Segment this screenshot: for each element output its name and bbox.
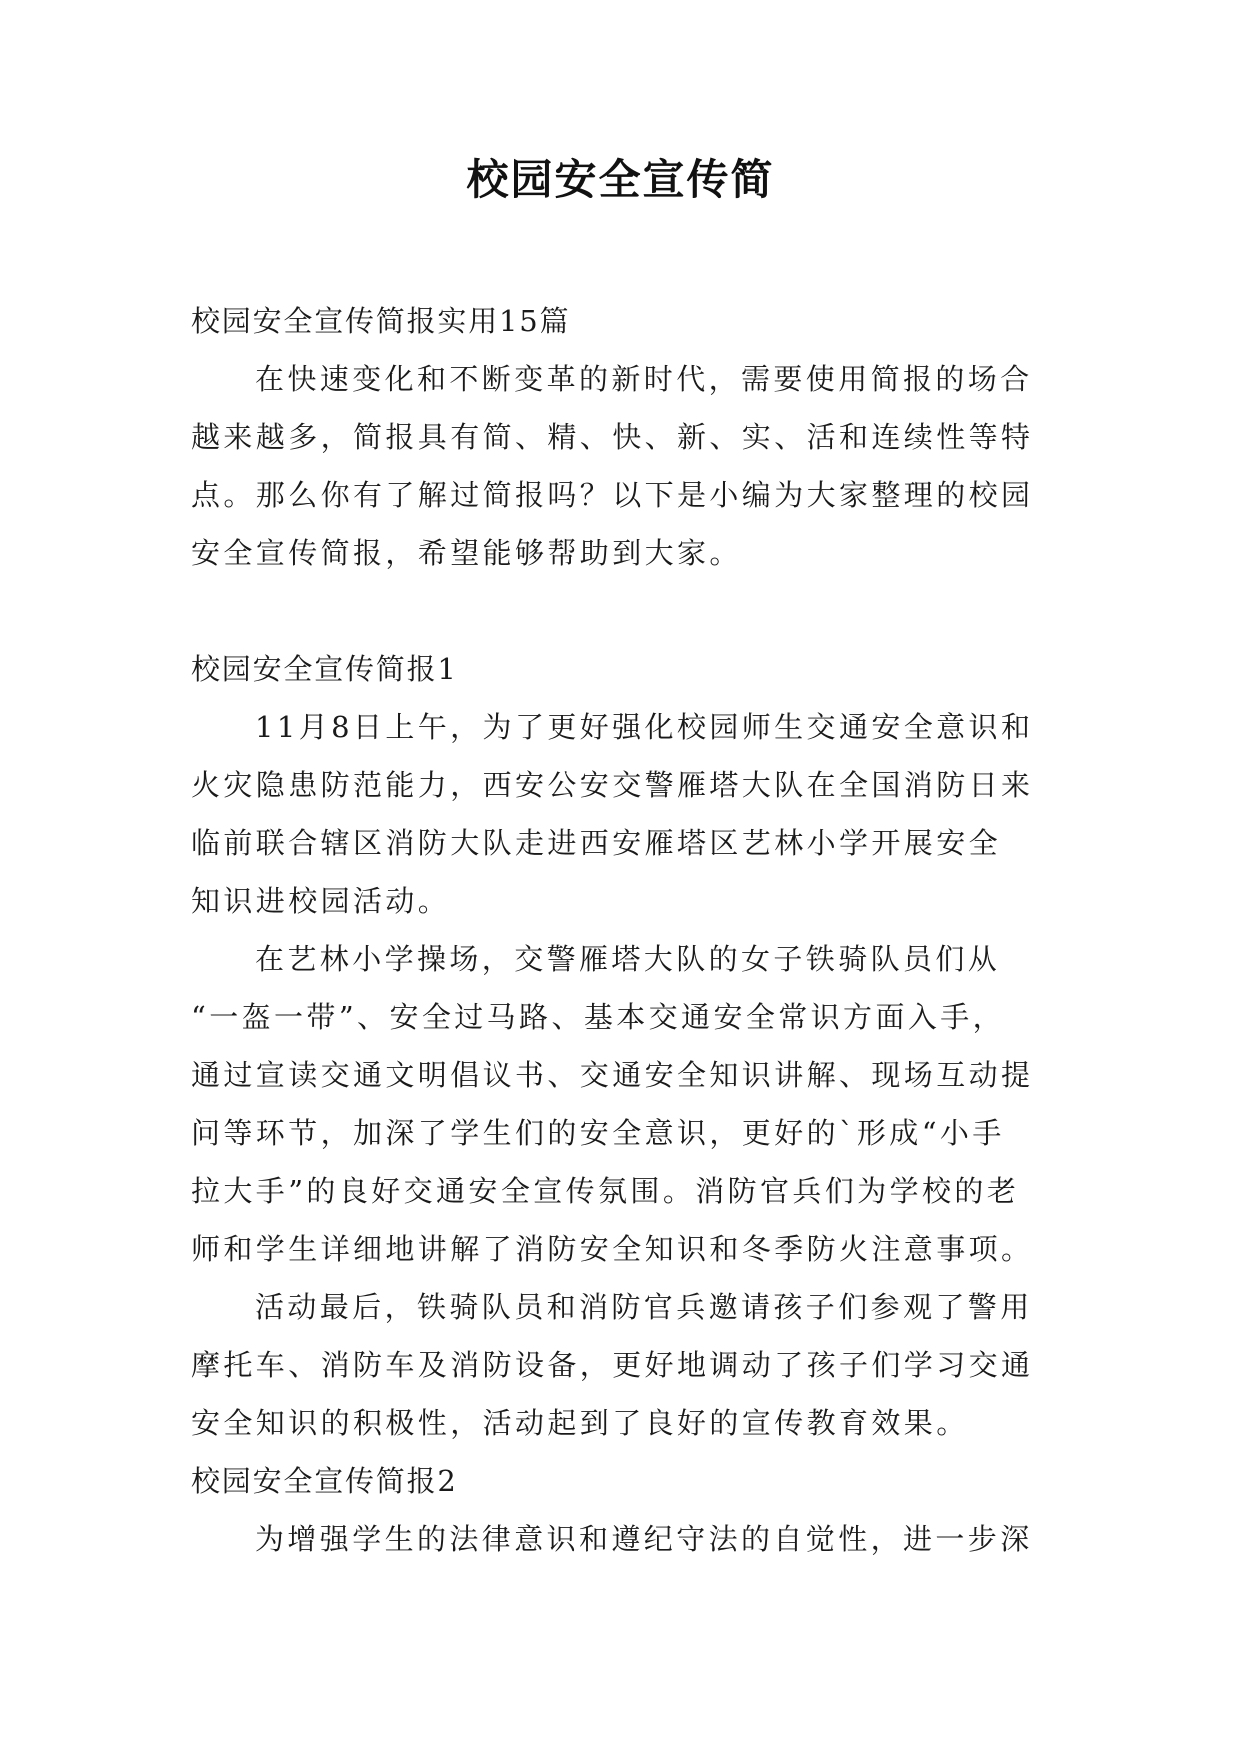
paragraph-line: 知识进校园活动。: [191, 884, 451, 918]
paragraph-line: 在艺林小学操场，交警雁塔大队的女子铁骑队员们从: [255, 942, 1001, 976]
section-heading: 校园安全宣传简报2: [191, 1464, 458, 1498]
paragraph-line: 师和学生详细地讲解了消防安全知识和冬季防火注意事项。: [191, 1232, 1034, 1266]
paragraph-line: 在快速变化和不断变革的新时代，需要使用简报的场合: [255, 362, 1033, 396]
paragraph-line: 活动最后，铁骑队员和消防官兵邀请孩子们参观了警用: [255, 1290, 1033, 1324]
paragraph-line: 11月8日上午，为了更好强化校园师生交通安全意识和: [255, 710, 1034, 744]
paragraph-line: 火灾隐患防范能力，西安公安交警雁塔大队在全国消防日来: [191, 768, 1034, 802]
blank-line: [191, 582, 1055, 640]
subtitle-line: 校园安全宣传简报实用15篇: [191, 304, 571, 338]
document-body: [191, 292, 1055, 1568]
paragraph-line: “一盔一带”、安全过马路、基本交通安全常识方面入手，: [191, 1000, 1006, 1034]
paragraph-line: 通过宣读交通文明倡议书、交通安全知识讲解、现场互动提: [191, 1058, 1034, 1092]
document-title: 校园安全宣传简: [466, 155, 775, 204]
paragraph-line: 安全知识的积极性，活动起到了良好的宣传教育效果。: [191, 1406, 969, 1440]
paragraph-line: 拉大手”的良好交通安全宣传氛围。消防官兵们为学校的老: [191, 1174, 1020, 1208]
paragraph-line: 点。那么你有了解过简报吗？以下是小编为大家整理的校园: [191, 478, 1034, 512]
paragraph-line: 摩托车、消防车及消防设备，更好地调动了孩子们学习交通: [191, 1348, 1034, 1382]
paragraph-line: 临前联合辖区消防大队走进西安雁塔区艺林小学开展安全: [191, 826, 1002, 860]
paragraph-line: 问等环节，加深了学生们的安全意识，更好的`形成“小手: [191, 1116, 1005, 1150]
paragraph-line: 越来越多，简报具有简、精、快、新、实、活和连续性等特: [191, 420, 1034, 454]
section-heading: 校园安全宣传简报1: [191, 652, 458, 686]
paragraph-line: 为增强学生的法律意识和遵纪守法的自觉性，进一步深: [255, 1522, 1033, 1556]
paragraph-line: 安全宣传简报，希望能够帮助到大家。: [191, 536, 742, 570]
